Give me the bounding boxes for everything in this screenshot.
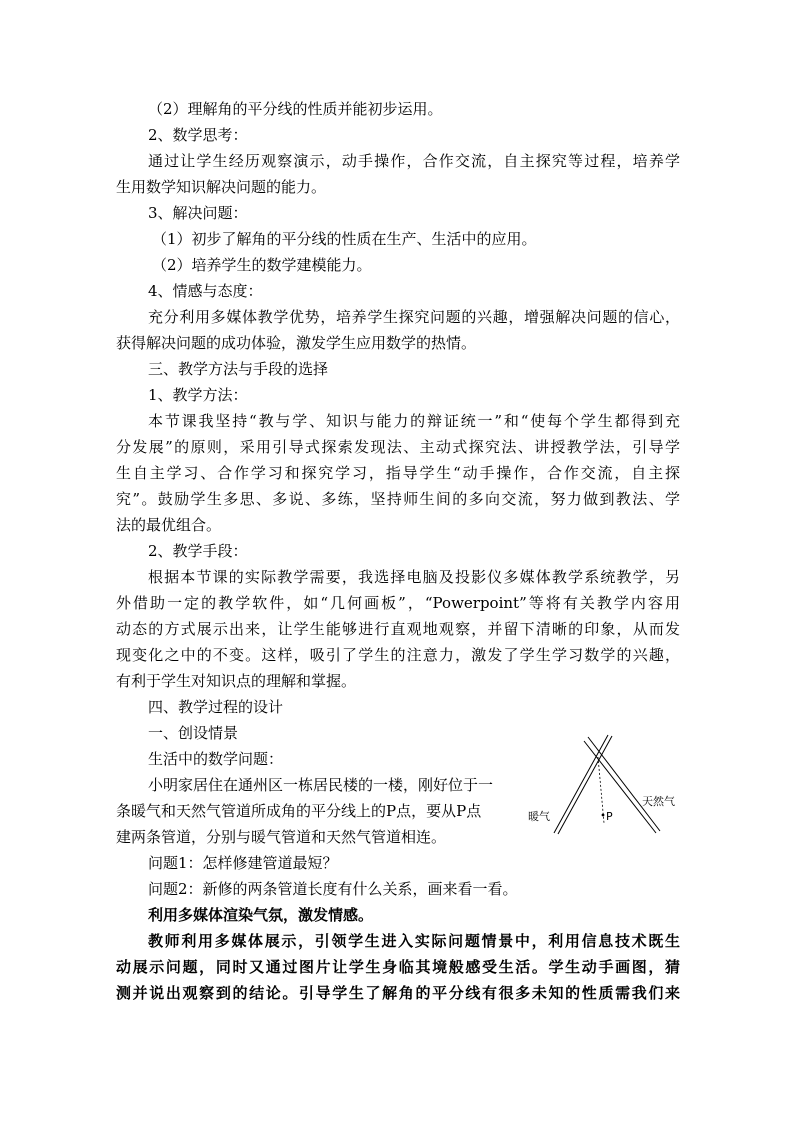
bold-text-line: 利用多媒体渲染气氛，激发情感。 (148, 906, 374, 924)
bold-text-line: 动展示问题，同时又通过图片让学生身临其境般感受生活。学生动手画图，猜 (116, 958, 680, 976)
angle-bisector-line (598, 757, 604, 823)
text-line: 究”。鼓励学生多思、多说、多练，坚持师生间的多向交流，努力做到教法、学 (116, 490, 680, 508)
text-line: 3、解决问题： (148, 204, 248, 222)
text-line: 根据本节课的实际教学需要，我选择电脑及投影仪多媒体教学系统教学，另 (148, 568, 680, 586)
text-line: 条暖气和天然气管道所成角的平分线上的P点，要从P点 (116, 802, 482, 820)
text-line: 生用数学知识解决问题的能力。 (116, 178, 327, 196)
text-line: 分发展”的原则，采用引导式探索发现法、主动式探究法、讲授教学法，引导学 (116, 438, 680, 456)
section-heading: 四、教学过程的设计 (148, 698, 284, 716)
text-line: 外借助一定的教学软件，如“几何画板”，“Powerpoint”等将有关教学内容用 (116, 594, 680, 612)
gas-label: 天然气 (642, 795, 675, 808)
text-line: 4、情感与态度： (148, 282, 263, 300)
text-line: （1）初步了解角的平分线的性质在生产、生活中的应用。 (152, 230, 537, 248)
text-line: （2）培养学生的数学建模能力。 (152, 256, 372, 274)
text-line: 现变化之中的不变。这样，吸引了学生的注意力，激发了学生学习数学的兴趣， (116, 646, 680, 664)
text-line: 小明家居住在通州区一栋居民楼的一楼，刚好位于一 (148, 776, 494, 794)
bold-text-line: 测并说出观察到的结论。引导学生了解角的平分线有很多未知的性质需我们来 (116, 984, 680, 1002)
text-line: 问题2：新修的两条管道长度有什么关系，画来看一看。 (148, 880, 518, 898)
text-line: 本节课我坚持“教与学、知识与能力的辩证统一”和“使每个学生都得到充 (148, 412, 680, 430)
text-line: 充分利用多媒体教学优势，培养学生探究问题的兴趣，增强解决问题的信心， (148, 308, 680, 326)
text-line: 建两条管道，分别与暖气管道和天然气管道相连。 (116, 828, 447, 846)
pipe-angle-figure (528, 733, 688, 843)
text-line: 一、创设情景 (148, 724, 239, 742)
text-line: 2、教学手段： (148, 542, 248, 560)
text-line: 有利于学生对知识点的理解和掌握。 (116, 672, 357, 690)
text-line: （2）理解角的平分线的性质并能初步运用。 (148, 100, 443, 118)
text-line: 2、数学思考： (148, 126, 248, 144)
text-line: 问题1：怎样修建管道最短？ (148, 854, 338, 872)
point-p (602, 814, 605, 817)
text-line: 生活中的数学问题： (148, 750, 284, 768)
text-line: 通过让学生经历观察演示，动手操作，合作交流，自主探究等过程，培养学 (148, 152, 680, 170)
heating-label: 暖气 (528, 810, 550, 823)
bold-text-line: 教师利用多媒体展示，引领学生进入实际问题情景中，利用信息技术既生 (148, 932, 680, 950)
section-heading: 三、教学方法与手段的选择 (148, 360, 329, 378)
text-line: 获得解决问题的成功体验，激发学生应用数学的热情。 (116, 334, 477, 352)
text-line: 法的最优组合。 (116, 516, 222, 534)
text-line: 生自主学习、合作学习和探究学习，指导学生“动手操作，合作交流，自主探 (116, 464, 680, 482)
text-line: 1、教学方法： (148, 386, 248, 404)
heating-pipe (554, 735, 612, 834)
gas-pipe (584, 737, 660, 833)
text-line: 动态的方式展示出来，让学生能够进行直观地观察，并留下清晰的印象，从而发 (116, 620, 680, 638)
point-p-label: P (606, 810, 613, 823)
